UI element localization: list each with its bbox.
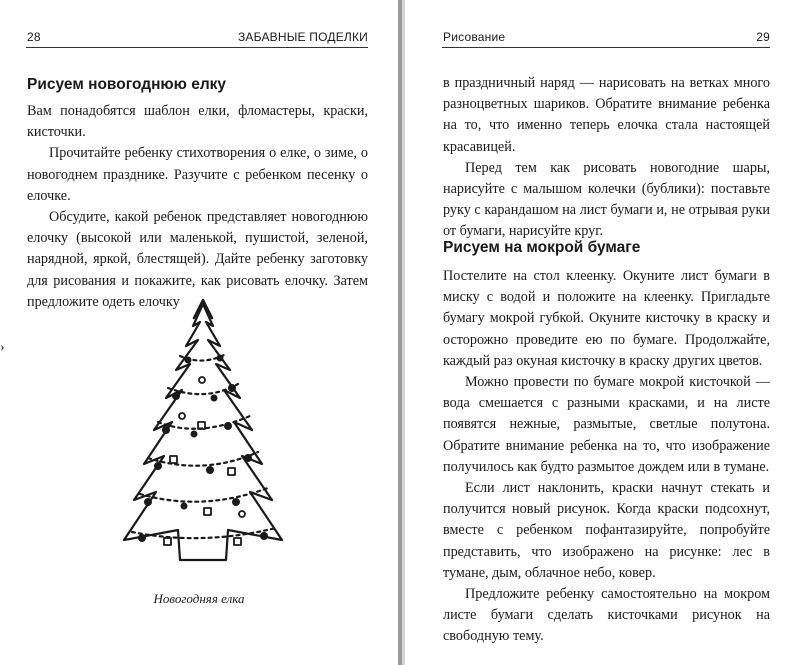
paragraph: Обсудите, какой ребенок представляет новогоднюю елочку (высокой или маленькой, пушистой, зеленой, нарядной, яркой, блестящей). Дайте ребенку заготовку для рисования и покажите, как рисовать елочку. Затем предложите одеть елочку — [27, 209, 368, 310]
paragraph: Предложите ребенку самостоятельно на мокром листе бумаги сделать кисточками рисунок на свободную тему. — [443, 586, 770, 645]
paragraph: Если лист наклонить, краски начнут стекать и получится новый рисунок. Когда краски подсохнут, вместе с ребенком пофантазируйте, попробуйте представить, что изображено на рисунке: лес в тумане, дым, облачное небо, ковер. — [443, 480, 770, 581]
section-heading-wet-paper: Рисуем на мокрой бумаге — [443, 239, 641, 256]
figure-caption: Новогодняя елка — [153, 591, 245, 606]
paragraph: Прочитайте ребенку стихотворения о елке, о зиме, о новогоднем празднике. Разучите с ребенком песенку о елочке. — [27, 145, 368, 204]
paragraph: в праздничный наряд — нарисовать на ветках много разноцветных шариков. Обратите внимание ребенка на то, что именно теперь елочка стала настоящей красавицей. — [443, 75, 770, 155]
running-head-right: Рисование — [443, 30, 506, 44]
right-body-text-bottom — [443, 266, 770, 648]
left-page — [0, 0, 398, 665]
left-body-text — [27, 101, 368, 313]
header-rule-left — [26, 47, 368, 48]
right-page — [405, 0, 800, 665]
running-head-left: ЗАБАВНЫЕ ПОДЕЛКИ — [237, 30, 368, 44]
christmas-tree-illustration — [118, 298, 288, 583]
right-body-text-top — [443, 73, 770, 243]
margin-mark: › — [0, 340, 5, 355]
paragraph: Вам понадобятся шаблон елки, фломастеры, краски, кисточки. — [27, 103, 368, 141]
paragraph: Перед тем как рисовать новогодние шары, нарисуйте с малышом колечки (бублики): поставьте руку с карандашом на лист бумаги и, не отрывая руки от бумаги, нарисуйте круг. — [443, 159, 770, 240]
page-number-left: 28 — [27, 30, 41, 44]
paragraph: Можно провести по бумаге мокрой кисточкой — вода смешается с разными красками, и на листе появятся нежные, размытые, светлые полутона. Обратите внимание ребенка на то, что изображение получилось как будто размытое дождем или в тумане. — [443, 374, 770, 475]
paragraph: Постелите на стол клеенку. Окуните лист бумаги в миску с водой и положите на клеенку. Пригладьте бумагу мокрой губкой. Окуните кисточку в краску и осторожно проведите ею по бумаге. Продолжайте, каждый раз окуная кисточку в краску других цветов. — [443, 268, 770, 369]
header-rule-right — [442, 47, 770, 48]
section-heading-tree: Рисуем новогоднюю елку — [27, 76, 227, 93]
page-number-right: 29 — [756, 30, 770, 44]
